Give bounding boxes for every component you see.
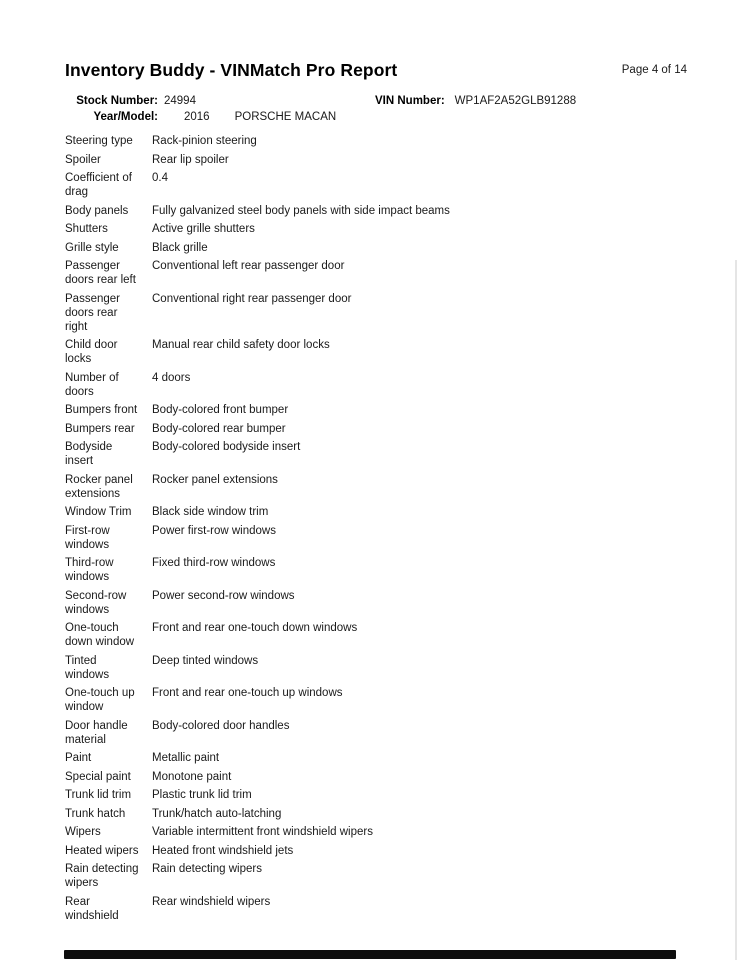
spec-row-label: Body panels [65,204,129,217]
spec-row-value: Heated front windshield jets [152,844,294,857]
spec-row [65,473,690,501]
vin-group [375,93,576,109]
spec-row-value: Front and rear one-touch up windows [152,687,343,699]
spec-row [65,134,690,148]
spec-row-label: Rear windshield [65,895,119,922]
header-row-stock-vin [65,93,695,109]
vin-number-label: VIN Number: [375,95,445,107]
spec-row [65,171,690,199]
spec-row-value: Body-colored rear bumper [152,422,286,435]
spec-row [65,440,690,468]
spec-row [65,770,690,784]
spec-row-value: Rain detecting wipers [152,863,262,875]
spec-row [65,807,690,821]
spec-row-label: Heated wipers [65,844,139,857]
spec-row-value: Body-colored door handles [152,719,290,732]
spec-row-label: Child door locks [65,339,118,365]
spec-row-value: Power second-row windows [152,589,295,602]
scan-bottom-bar-artifact [64,950,676,959]
spec-row-label: Passenger doors rear left [65,260,136,286]
spec-row-label: Door handle material [65,719,128,746]
spec-row-label: One-touch up window [65,687,135,713]
spec-row-value: Plastic trunk lid trim [152,789,252,801]
spec-row-label: First-row windows [65,524,110,551]
spec-row-label: Wipers [65,826,101,838]
spec-row-label: Number of doors [65,371,119,398]
spec-row-label: Third-row windows [65,557,114,583]
spec-row [65,338,690,366]
spec-row-label: Special paint [65,770,131,783]
spec-row-label: Spoiler [65,153,101,166]
spec-row-value: Monotone paint [152,770,232,783]
spec-row-value: 0.4 [152,172,168,184]
spec-row-value: Rack-pinion steering [152,135,257,147]
spec-row-label: Window Trim [65,506,132,518]
spec-row [65,422,690,436]
spec-row-value: Black grille [152,241,208,254]
spec-row-value: Body-colored front bumper [152,404,289,416]
spec-row [65,654,690,682]
spec-row-label: Paint [65,752,92,764]
spec-row [65,524,690,552]
spec-row [65,556,690,584]
spec-row-label: Coefficient of drag [65,172,132,198]
spec-row [65,621,690,649]
spec-row [65,825,690,839]
spec-row [65,505,690,519]
year-value: 2016 [184,111,210,123]
spec-row [65,153,690,167]
spec-row-label: Trunk hatch [65,807,126,820]
spec-row-value: Active grille shutters [152,223,255,235]
spec-row-label: Tinted windows [65,654,110,681]
spec-row-value: Rear lip spoiler [152,153,229,166]
spec-row-value: 4 doors [152,371,191,384]
title-row [65,60,687,81]
spec-row-value: Black side window trim [152,506,269,518]
spec-row-value: Metallic paint [152,752,220,764]
spec-row-value: Rocker panel extensions [152,473,278,486]
spec-row-label: Passenger doors rear right [65,292,120,333]
spec-row-value: Body-colored bodyside insert [152,441,301,453]
spec-row [65,751,690,765]
spec-row [65,719,690,747]
spec-row [65,403,690,417]
spec-row [65,222,690,236]
spec-row [65,589,690,617]
spec-row [65,259,690,287]
stock-number-value: 24994 [164,95,196,107]
spec-table [65,134,690,927]
page-number-indicator: Page 4 of 14 [621,64,687,76]
spec-row-label: Steering type [65,135,133,147]
spec-row-label: Second-row windows [65,589,127,616]
spec-row-label: One-touch down window [65,622,135,648]
spec-row-label: Rain detecting wipers [65,863,139,889]
spec-row [65,862,690,890]
header-row-year-model [65,109,695,125]
vin-number-value: WP1AF2A52GLB91288 [454,95,577,107]
spec-row-value: Deep tinted windows [152,654,259,667]
spec-row-label: Rocker panel extensions [65,473,133,500]
spec-row-value: Rear windshield wipers [152,895,271,908]
spec-row [65,686,690,714]
stock-number-label: Stock Number: [76,95,158,107]
spec-row [65,844,690,858]
spec-row-value: Front and rear one-touch down windows [152,622,358,634]
spec-row-value: Conventional right rear passenger door [152,292,352,305]
spec-row [65,241,690,255]
spec-row-value: Variable intermittent front windshield wipers [152,826,373,838]
spec-row-label: Bumpers front [65,404,138,416]
spec-row-value: Fixed third-row windows [152,557,276,569]
spec-row-value: Trunk/hatch auto-latching [152,807,282,820]
spec-row [65,204,690,218]
spec-row [65,895,690,923]
spec-row-value: Manual rear child safety door locks [152,339,330,351]
scan-edge-artifact [735,260,737,960]
spec-row-label: Shutters [65,223,108,235]
spec-row-value: Conventional left rear passenger door [152,260,345,272]
vehicle-header-info [65,93,695,125]
spec-row-value: Power first-row windows [152,524,276,537]
model-value: PORSCHE MACAN [234,111,337,123]
year-model-label: Year/Model: [93,111,158,123]
spec-row-label: Trunk lid trim [65,789,132,801]
spec-row-label: Grille style [65,241,119,254]
spec-row [65,788,690,802]
page-title: Inventory Buddy - VINMatch Pro Report [65,60,398,80]
spec-row [65,292,690,334]
spec-row-value: Fully galvanized steel body panels with side impact beams [152,204,450,217]
spec-row [65,371,690,399]
spec-row-label: Bodyside insert [65,441,113,467]
spec-row-label: Bumpers rear [65,422,135,435]
